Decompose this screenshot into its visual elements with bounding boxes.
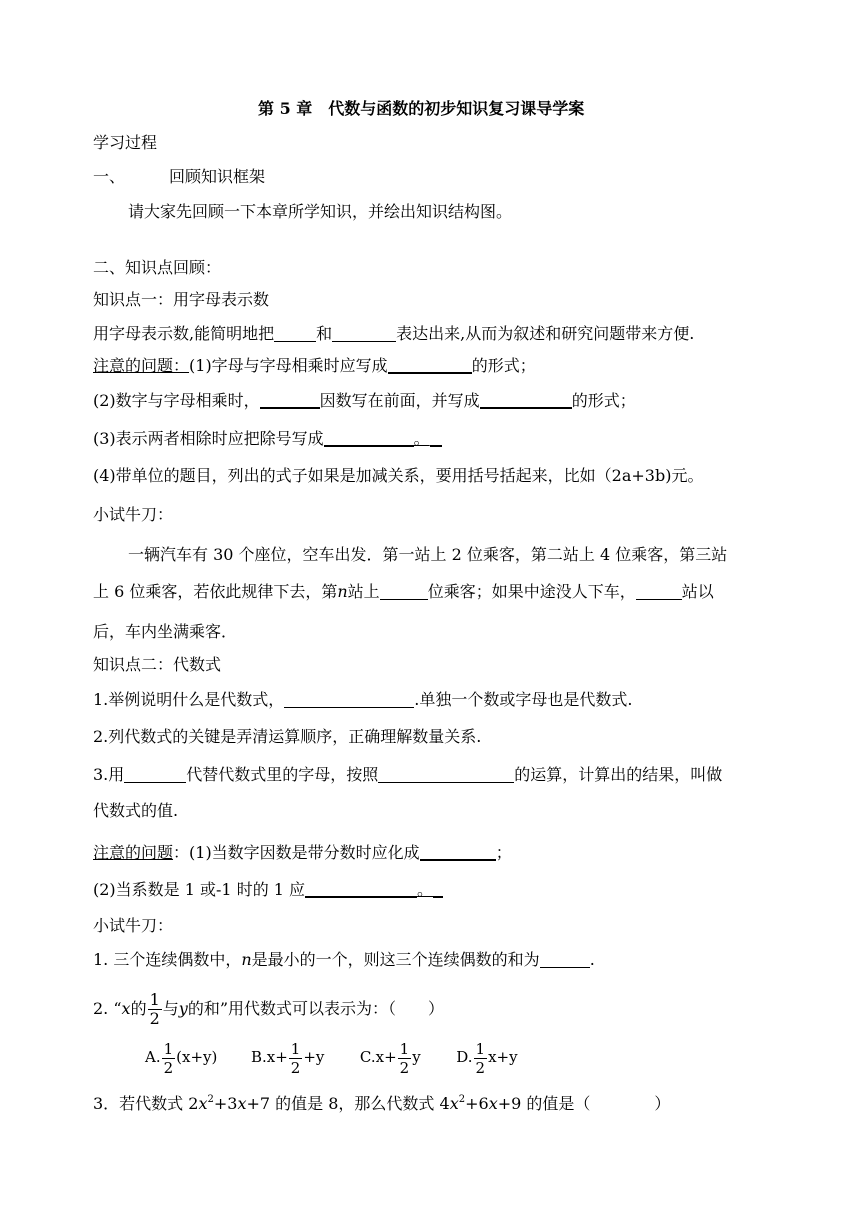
kp1-line1: 用字母表示数,能简明地把 和 表达出来,从而为叙述和研究问题带来方便.: [93, 324, 695, 343]
kp1-title: 知识点一：用字母表示数: [93, 290, 270, 309]
option-a[interactable]: A. $\frac{1}{2}$ (x+y): [145, 1039, 218, 1077]
blank: [380, 583, 428, 600]
blank: [274, 325, 316, 342]
kp2-item3: 3.用 代替代数式里的字母，按照 的运算，计算出的结果，叫做: [93, 765, 723, 784]
question-1: 1. 三个连续偶数中，n是最小的一个，则这三个连续偶数的和为 .: [93, 950, 595, 969]
blank: [305, 880, 417, 898]
page-title: 第 5 章 代数与函数的初步知识复习课导学案: [258, 99, 585, 118]
note-label: 注意的问题: [93, 843, 174, 862]
section-one: [93, 167, 265, 187]
blank: [260, 391, 320, 409]
blank: [540, 951, 590, 968]
section-two: 二、知识点回顾：: [93, 258, 222, 277]
kp2-item3b: 代数式的值.: [93, 801, 179, 820]
fraction: $\frac{1}{2}$: [149, 990, 160, 1028]
try-label-1: 小试牛刀：: [93, 505, 174, 524]
section-one-num: 一、: [93, 167, 126, 186]
try1-p2: 上 6 位乘客，若依此规律下去，第n站上 位乘客；如果中途没人下车， 站以: [93, 582, 714, 601]
kp2-item1: 1.举例说明什么是代数式， .单独一个数或字母也是代数式.: [93, 690, 633, 709]
try1-p3: 后，车内坐满乘客．: [93, 622, 238, 641]
blank: [332, 325, 396, 342]
kp1-note4: (4)带单位的题目，列出的式子如果是加减关系，要用括号括起来，比如（2a+3b)元。: [93, 466, 704, 485]
note-label: 注意的问题：: [93, 356, 190, 375]
section-one-label: 回顾知识框架: [169, 167, 266, 186]
option-b[interactable]: B.x+ $\frac{1}{2}$ +y: [250, 1039, 325, 1077]
try1-p1: 一辆汽车有 30 个座位，空车出发．第一站上 2 位乘客，第二站上 4 位乘客，第三站: [128, 545, 728, 564]
kp2-title: 知识点二：代数式: [93, 655, 222, 674]
kp2-note2: (2)当系数是 1 或-1 时的 1 应 。: [93, 880, 443, 900]
blank: [420, 843, 496, 861]
section-one-text: 请大家先回顾一下本章所学知识，并绘出知识结构图。: [128, 202, 513, 221]
blank: [636, 583, 682, 600]
question-2-options: [145, 1035, 518, 1079]
kp1-note2: (2)数字与字母相乘时， 因数写在前面，并写成 的形式；: [93, 391, 636, 410]
blank: [124, 766, 186, 783]
kp2-item2: 2.列代数式的关键是弄清运算顺序，正确理解数量关系.: [93, 727, 482, 746]
blank: [388, 356, 472, 374]
kp2-note1: 注意的问题：(1)当数字因数是带分数时应化成 ；: [93, 843, 512, 862]
kp1-note1: 注意的问题：(1)字母与字母相乘时应写成 的形式；: [93, 356, 536, 375]
question-3: 3．若代数式 $2x^2+3x+7$ 的值是 8，那么代数式 $4x^2+6x+9$ 的值是（ ）: [93, 1094, 671, 1113]
question-2: 2. “x的 $\frac{1}{2}$ 与y的和”用代数式可以表示为：（ ）: [93, 990, 445, 1028]
option-c[interactable]: C.x+ $\frac{1}{2}$ y: [359, 1039, 421, 1077]
blank: [284, 691, 414, 708]
option-d[interactable]: D. $\frac{1}{2}$ x+y: [456, 1039, 518, 1077]
try-label-2: 小试牛刀：: [93, 916, 174, 935]
section-process: 学习过程: [93, 133, 158, 152]
blank: [378, 766, 514, 783]
kp1-note3: (3)表示两者相除时应把除号写成 。: [93, 429, 442, 449]
blank: [480, 391, 572, 409]
blank: [324, 429, 414, 447]
